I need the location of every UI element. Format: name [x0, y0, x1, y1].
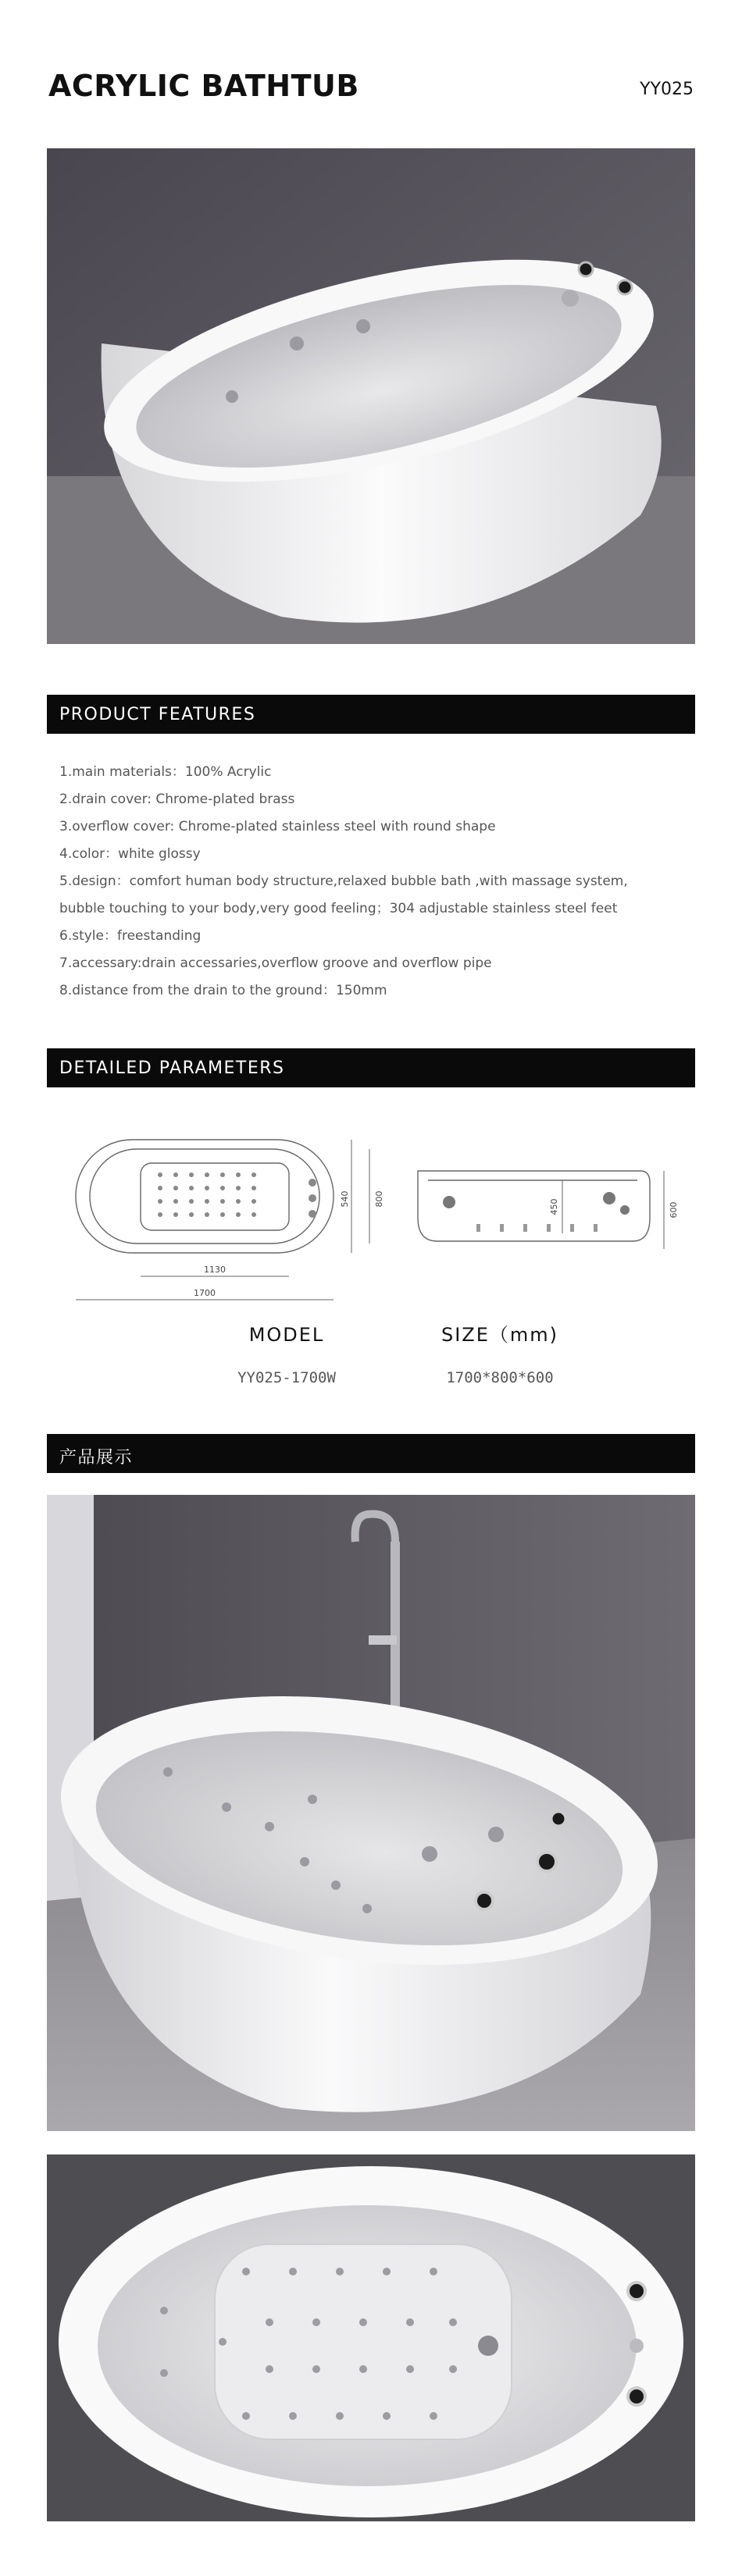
feature-item: 1.main materials：100% Acrylic — [59, 764, 272, 780]
section-title-features: PRODUCT FEATURES — [59, 705, 256, 724]
parameters-table — [47, 1319, 695, 1397]
model-value: YY025-1700W — [237, 1369, 336, 1386]
page-title: ACRYLIC BATHTUB — [48, 69, 359, 103]
dim-side-inner: 450 — [549, 1198, 559, 1215]
size-column — [422, 1319, 578, 1386]
top-view-drawing — [66, 1124, 410, 1311]
showcase-photo-faucet — [47, 1495, 695, 2131]
size-label: SIZE（mm) — [441, 1324, 559, 1346]
feature-item: 6.style：freestanding — [59, 928, 202, 944]
page-header — [48, 62, 694, 109]
section-bar-showcase — [47, 1434, 695, 1473]
dim-top-depth: 800 — [374, 1190, 384, 1208]
dim-side-height: 600 — [669, 1201, 679, 1219]
section-bar-features — [47, 695, 695, 734]
dim-top-inner: 1130 — [204, 1265, 226, 1275]
feature-item: 4.color：white glossy — [59, 846, 201, 862]
hero-bathtub-photo — [47, 148, 695, 644]
dim-top-width: 1700 — [194, 1288, 216, 1298]
model-column — [212, 1319, 361, 1386]
feature-item: 2.drain cover: Chrome-plated brass — [59, 792, 295, 807]
section-title-showcase: 产品展示 — [59, 1448, 134, 1468]
model-label: MODEL — [248, 1324, 325, 1346]
section-title-parameters: DETAILED PARAMETERS — [59, 1059, 285, 1078]
features-list — [59, 759, 684, 1005]
feature-item: 5.design：comfort human body structure,relaxed bubble bath ,with massage system, — [59, 873, 628, 889]
feature-item: 3.overflow cover: Chrome-plated stainless steel with round shape — [59, 819, 496, 834]
side-view-drawing — [406, 1124, 687, 1311]
showcase-photo-top-view — [47, 2154, 695, 2521]
dim-top-inner-depth: 540 — [340, 1190, 350, 1208]
model-code: YY025 — [640, 80, 694, 99]
feature-item: 7.accessary:drain accessaries,overflow groove and overflow pipe — [59, 955, 492, 971]
feature-item: bubble touching to your body,very good feeling；304 adjustable stainless steel feet — [59, 901, 618, 916]
feature-item: 8.distance from the drain to the ground：150mm — [59, 983, 387, 998]
size-value: 1700*800*600 — [446, 1369, 554, 1386]
section-bar-parameters — [47, 1048, 695, 1087]
